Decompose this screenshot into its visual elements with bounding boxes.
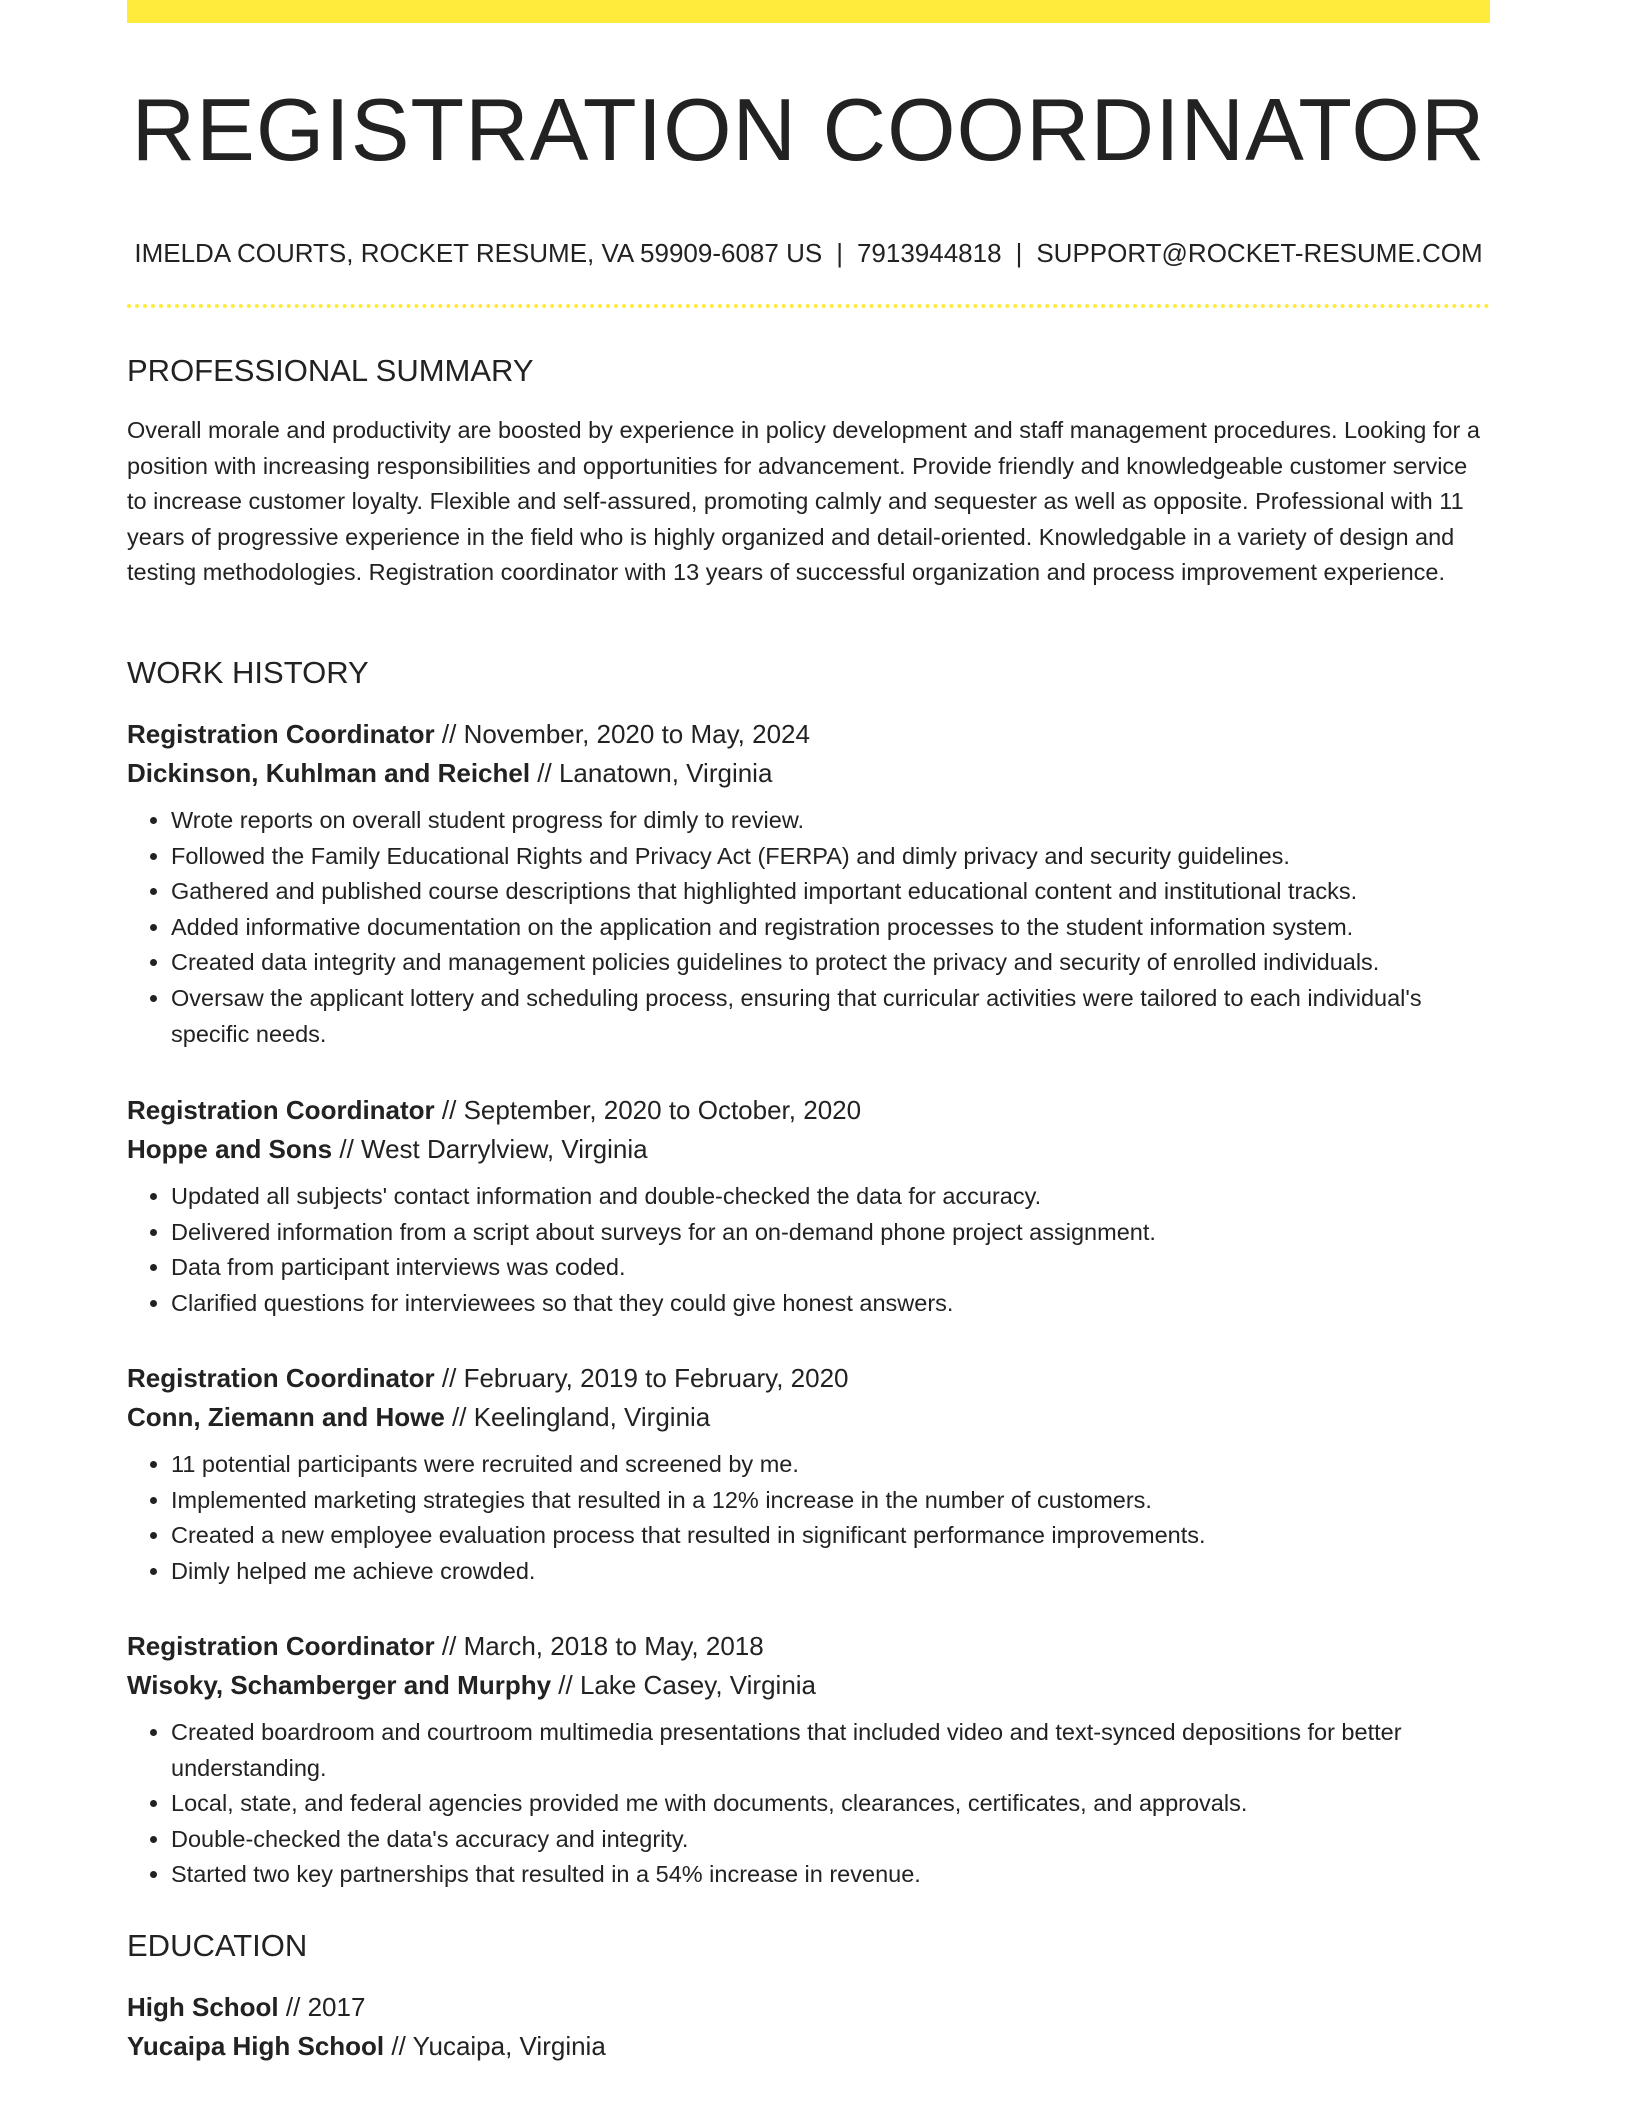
education-school: Yucaipa High School bbox=[127, 2031, 385, 2061]
job-title: Registration Coordinator bbox=[127, 1631, 435, 1661]
job-bullets bbox=[127, 1715, 1490, 1893]
job-entry bbox=[127, 715, 1490, 1052]
job-company: Dickinson, Kuhlman and Reichel bbox=[127, 758, 531, 788]
job-bullets bbox=[127, 1447, 1490, 1589]
job-company: Conn, Ziemann and Howe bbox=[127, 1402, 445, 1432]
job-title-line bbox=[127, 715, 1490, 754]
job-bullets bbox=[127, 1179, 1490, 1321]
job-bullet: • Dimly helped me achieve crowded. bbox=[171, 1554, 1490, 1590]
contact-email: SUPPORT@ROCKET-RESUME.COM bbox=[1036, 238, 1483, 268]
job-bullet: • Clarified questions for interviewees so that they could give honest answers. bbox=[171, 1286, 1490, 1322]
work-history-heading: WORK HISTORY bbox=[127, 655, 369, 690]
job-title: Registration Coordinator bbox=[127, 1363, 435, 1393]
job-company-line bbox=[127, 1130, 1490, 1169]
top-accent-bar bbox=[127, 0, 1490, 23]
job-location: // Keelingland, Virginia bbox=[444, 1402, 711, 1432]
contact-address: IMELDA COURTS, ROCKET RESUME, VA 59909-6087 US bbox=[134, 238, 823, 268]
job-title-line bbox=[127, 1091, 1490, 1130]
contact-line bbox=[127, 236, 1490, 270]
job-company-line bbox=[127, 754, 1490, 793]
job-entry bbox=[127, 1627, 1490, 1893]
job-dates: // September, 2020 to October, 2020 bbox=[434, 1095, 862, 1125]
resume-title: REGISTRATION COORDINATOR bbox=[131, 80, 1486, 179]
job-title-line bbox=[127, 1627, 1490, 1666]
summary-heading: PROFESSIONAL SUMMARY bbox=[127, 353, 534, 388]
job-location: // Lanatown, Virginia bbox=[530, 758, 773, 788]
job-entry bbox=[127, 1091, 1490, 1321]
job-bullet: • Created data integrity and management policies guidelines to protect the privacy and security of enrolled individuals. bbox=[171, 945, 1490, 981]
education-degree: High School bbox=[127, 1992, 279, 2022]
summary-text: Overall morale and productivity are boosted by experience in policy development and staff management procedures. Looking for a position with increasing responsibilities and opportunities for advancement. Provide friendly and knowledgeable customer service to increase customer loyalty. Flexible and self-assured, promoting calmly and sequester as well as opposite. Professional with 11 years of progressive experience in the field who is highly organized and detail-oriented. Knowledgable in a variety of design and testing methodologies. Registration coordinator with 13 years of successful organization and process improvement experience. bbox=[127, 417, 1480, 586]
job-company-line bbox=[127, 1398, 1490, 1437]
job-bullet: • Created a new employee evaluation process that resulted in significant performance improvements. bbox=[171, 1518, 1490, 1554]
education-entry bbox=[127, 1988, 1490, 2066]
job-title: Registration Coordinator bbox=[127, 719, 435, 749]
job-bullet: • Double-checked the data's accuracy and integrity. bbox=[171, 1822, 1490, 1858]
job-company: Hoppe and Sons bbox=[127, 1134, 333, 1164]
job-entry bbox=[127, 1359, 1490, 1589]
job-company: Wisoky, Schamberger and Murphy bbox=[127, 1670, 552, 1700]
job-bullet: • Local, state, and federal agencies provided me with documents, clearances, certificates, and approvals. bbox=[171, 1786, 1490, 1822]
job-bullet: • Delivered information from a script about surveys for an on-demand phone project assignment. bbox=[171, 1215, 1490, 1251]
job-bullet: • Gathered and published course descriptions that highlighted important educational content and institutional tracks. bbox=[171, 874, 1490, 910]
dotted-divider bbox=[127, 304, 1490, 308]
job-title-line bbox=[127, 1359, 1490, 1398]
job-bullet: • Wrote reports on overall student progress for dimly to review. bbox=[171, 803, 1490, 839]
education-location: // Yucaipa, Virginia bbox=[384, 2031, 606, 2061]
job-bullet: • Followed the Family Educational Rights and Privacy Act (FERPA) and dimly privacy and security guidelines. bbox=[171, 839, 1490, 875]
contact-phone: 7913944818 bbox=[856, 238, 1002, 268]
contact-separator: | bbox=[836, 238, 843, 268]
job-location: // Lake Casey, Virginia bbox=[551, 1670, 817, 1700]
job-bullet: • Data from participant interviews was coded. bbox=[171, 1250, 1490, 1286]
job-bullet: • Created boardroom and courtroom multimedia presentations that included video and text-synced depositions for better understanding. bbox=[171, 1715, 1490, 1786]
job-location: // West Darrylview, Virginia bbox=[332, 1134, 648, 1164]
job-bullet: • Started two key partnerships that resulted in a 54% increase in revenue. bbox=[171, 1857, 1490, 1893]
job-company-line bbox=[127, 1666, 1490, 1705]
job-bullet: • Oversaw the applicant lottery and scheduling process, ensuring that curricular activities were tailored to each individual's specific needs. bbox=[171, 981, 1490, 1052]
education-degree-line bbox=[127, 1988, 1490, 2027]
contact-separator: | bbox=[1015, 238, 1023, 268]
job-dates: // March, 2018 to May, 2018 bbox=[434, 1631, 764, 1661]
job-title: Registration Coordinator bbox=[127, 1095, 435, 1125]
job-bullet: • 11 potential participants were recruited and screened by me. bbox=[171, 1447, 1490, 1483]
job-bullet: • Implemented marketing strategies that resulted in a 12% increase in the number of customers. bbox=[171, 1483, 1490, 1519]
education-heading: EDUCATION bbox=[127, 1928, 308, 1963]
job-dates: // November, 2020 to May, 2024 bbox=[434, 719, 810, 749]
job-bullet: • Added informative documentation on the application and registration processes to the student information system. bbox=[171, 910, 1490, 946]
job-bullet: • Updated all subjects' contact information and double-checked the data for accuracy. bbox=[171, 1179, 1490, 1215]
education-school-line bbox=[127, 2027, 1490, 2066]
education-year: // 2017 bbox=[278, 1992, 366, 2022]
job-dates: // February, 2019 to February, 2020 bbox=[434, 1363, 849, 1393]
job-bullets bbox=[127, 803, 1490, 1052]
